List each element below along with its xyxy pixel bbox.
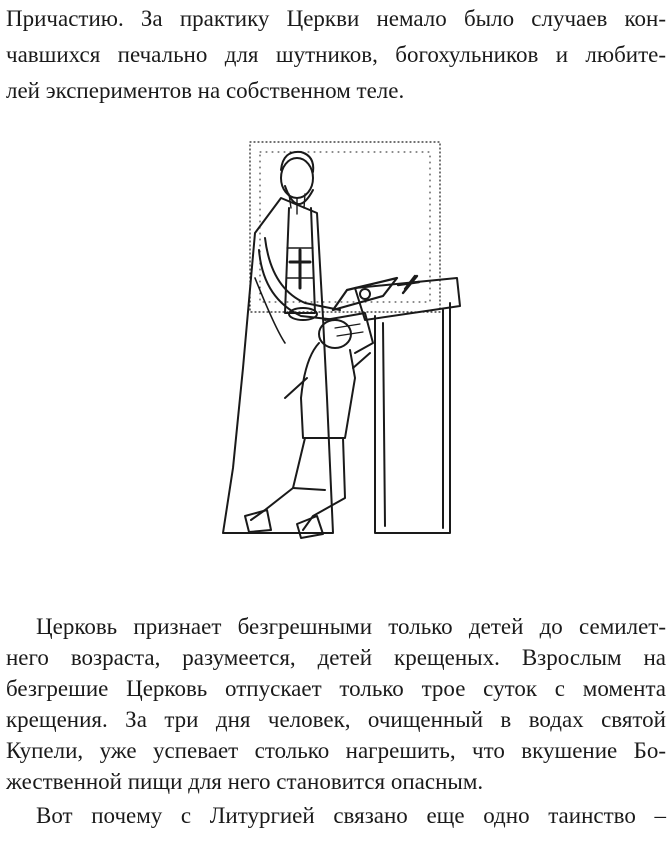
text-line: лей экспериментов на собственном теле. — [6, 78, 405, 103]
text-line: крещения. За три дня человек, очищенный в водах святой — [6, 707, 666, 732]
text-line: Купели, уже успевает столько нагрешить, что вкушение Бо- — [6, 738, 666, 763]
confession-illustration — [205, 138, 465, 558]
text-line: него возраста, разумеется, детей крещеных. Взрослым на — [6, 645, 666, 670]
text-line: чавшихся печально для шутников, богохульников и любите- — [6, 42, 666, 67]
text-line: Причастию. За практику Церкви немало было случаев кон- — [6, 6, 666, 31]
text-line: Вот почему с Литургией связано еще одно таинство – — [36, 803, 666, 828]
text-line: безгрешие Церковь отпускает только трое суток с момента — [6, 676, 666, 701]
text-line: Церковь признает безгрешными только детей до семилет- — [36, 614, 666, 639]
text-line: жественной пищи для него становится опасным. — [6, 769, 484, 794]
